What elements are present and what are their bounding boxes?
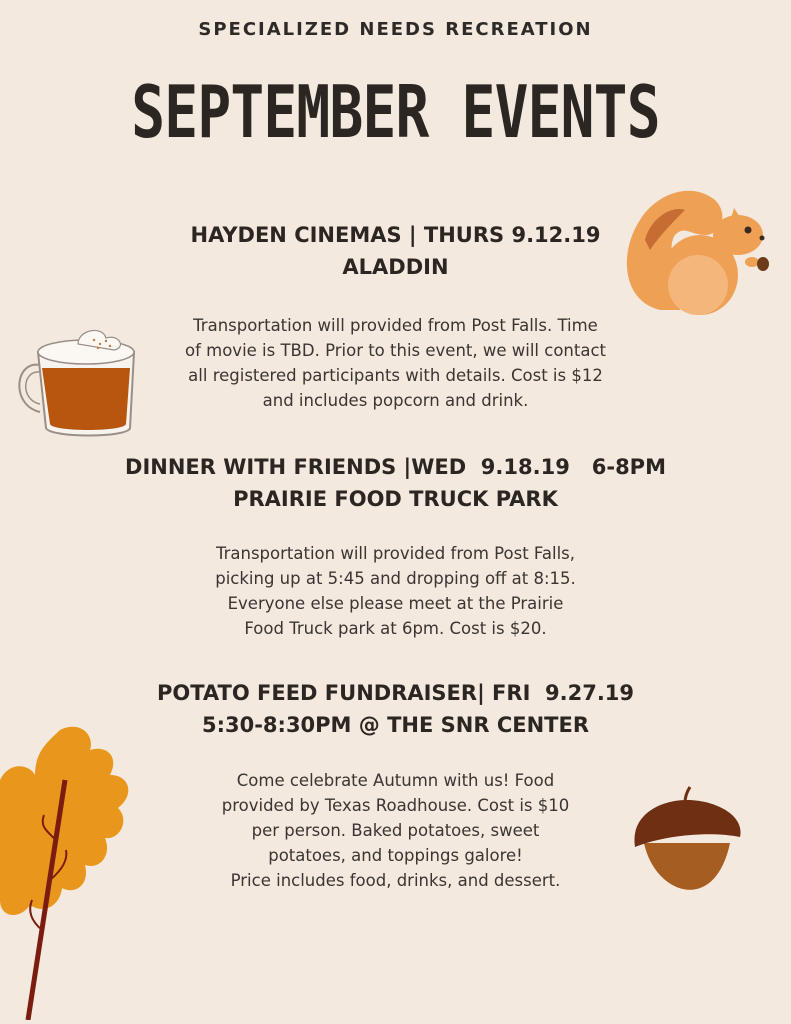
event-1-heading-line: ALADDIN	[342, 255, 449, 279]
event-1-description-line: of movie is TBD. Prior to this event, we will contact	[184, 341, 606, 360]
page-title: SEPTEMBER EVENTS	[131, 70, 660, 154]
event-1-description-line: all registered participants with details. Cost is $12	[188, 366, 603, 385]
event-2-description	[0, 541, 791, 641]
event-3-description-line: provided by Texas Roadhouse. Cost is $10	[221, 796, 570, 815]
squirrel-icon	[620, 180, 775, 320]
acorn-icon	[630, 785, 745, 915]
event-1-description-line: Transportation will provided from Post Falls. Time	[193, 316, 598, 335]
event-3-description-line: Price includes food, drinks, and dessert.	[230, 871, 561, 890]
oak-leaf-icon	[0, 720, 140, 1020]
event-2-heading-line: PRAIRIE FOOD TRUCK PARK	[233, 487, 558, 511]
event-1-heading-line: HAYDEN CINEMAS | THURS 9.12.19	[190, 223, 601, 247]
event-3-heading-line: POTATO FEED FUNDRAISER| FRI 9.27.19	[156, 681, 635, 705]
coffee-mug-icon	[10, 320, 145, 445]
event-2-heading	[0, 451, 791, 515]
event-3-description-line: per person. Baked potatoes, sweet	[251, 821, 540, 840]
event-3-description-line: Come celebrate Autumn with us! Food	[236, 771, 555, 790]
event-2-description-line: Transportation will provided from Post Falls,	[215, 544, 576, 563]
event-2-description-line: picking up at 5:45 and dropping off at 8:15.	[215, 569, 576, 588]
event-1-description-line: and includes popcorn and drink.	[262, 391, 529, 410]
organization-name: SPECIALIZED NEEDS RECREATION	[198, 19, 593, 40]
event-2-description-line: Everyone else please meet at the Prairie	[227, 594, 564, 613]
event-3-description-line: potatoes, and toppings galore!	[268, 846, 523, 865]
event-2-description-line: Food Truck park at 6pm. Cost is $20.	[244, 619, 547, 638]
event-3-heading-line: 5:30-8:30PM @ THE SNR CENTER	[201, 713, 589, 737]
event-2-heading-line: DINNER WITH FRIENDS |WED 9.18.19 6-8PM	[125, 455, 666, 479]
